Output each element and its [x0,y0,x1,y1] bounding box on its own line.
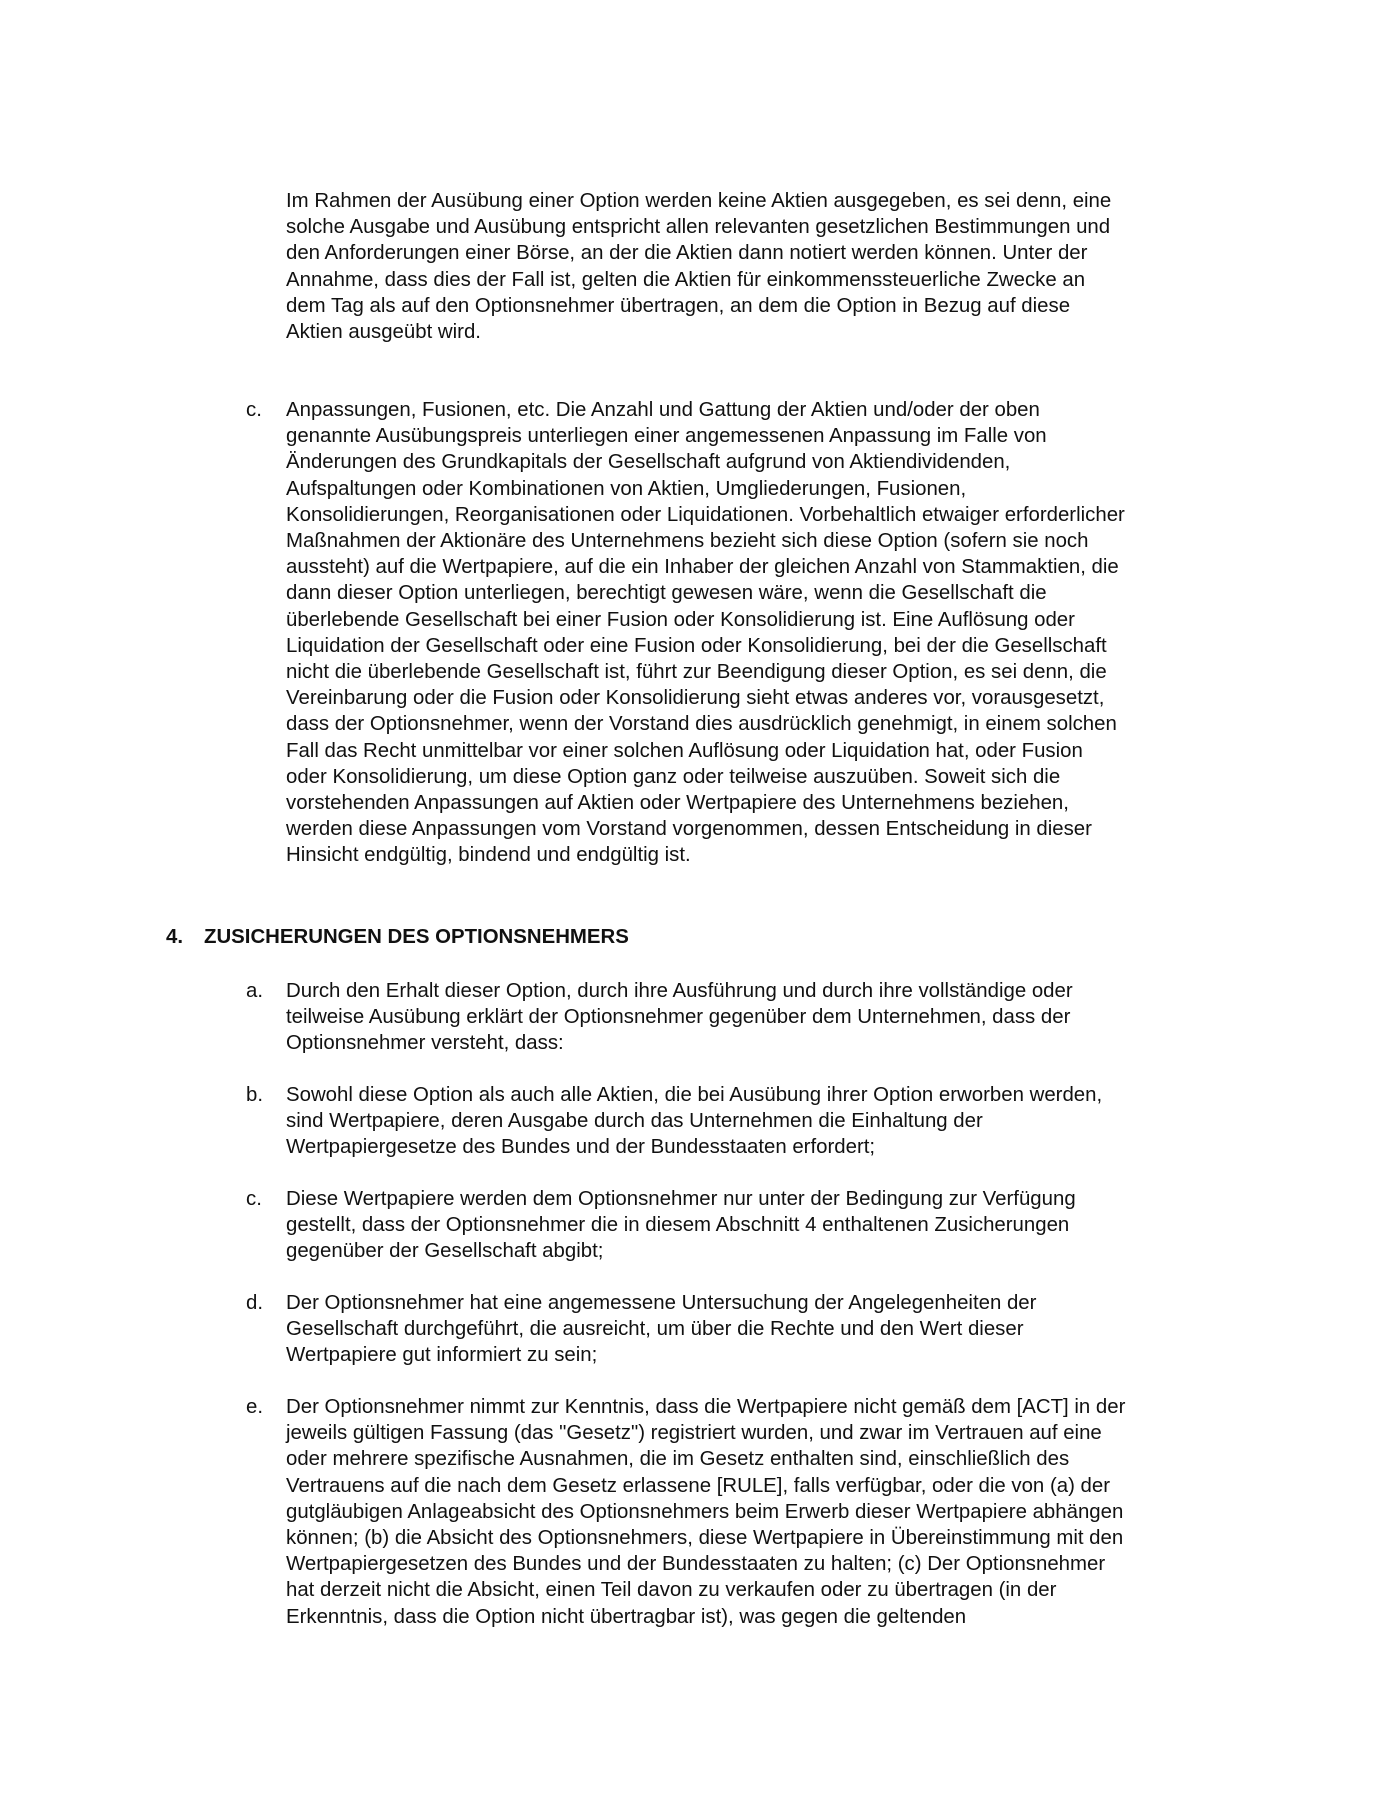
list-item-marker: c. [246,1188,262,1210]
list-item-marker: b. [246,1084,264,1106]
list-item-marker: a. [246,980,264,1002]
list-item-text: Der Optionsnehmer hat eine angemessene Untersuchung der Angelegenheiten der Gesellschaft durchgeführt, die ausreicht, um über die Rechte und den Wert dieser Wertpapiere gut informiert zu sein; [286,1292,1037,1367]
list-item-marker: d. [246,1292,264,1314]
item-c-marker: c. [246,399,262,421]
list-item-text: Sowohl diese Option als auch alle Aktien, die bei Ausübung ihrer Option erworben werden, sind Wertpapiere, deren Ausgabe durch das Unternehmen die Einhaltung der Wertpapiergesetze des Bundes und der Bundesstaaten erfordert; [286,1084,1103,1159]
list-item-text: Durch den Erhalt dieser Option, durch ihre Ausführung und durch ihre vollständige oder teilweise Ausübung erklärt der Optionsnehmer gegenüber dem Unternehmen, dass der Optionsnehmer versteht, dass: [286,980,1073,1055]
section-title: ZUSICHERUNGEN DES OPTIONSNEHMERS [204,926,629,948]
section-number: 4. [166,926,184,948]
section-4-heading [166,924,629,950]
list-item-text: Diese Wertpapiere werden dem Optionsnehmer nur unter der Bedingung zur Verfügung gestellt, dass der Optionsnehmer die in diesem Abschnitt 4 enthaltenen Zusicherungen gegenüber der Gesellschaft abgibt; [286,1188,1076,1263]
list-item-marker: e. [246,1396,264,1418]
item-c-text: Anpassungen, Fusionen, etc. Die Anzahl und Gattung der Aktien und/oder der oben genannte Ausübungspreis unterliegen einer angemessenen Anpassung im Falle von Änderungen des Grundkapitals der Gesellschaft aufgrund von Aktiendividenden, Aufspaltungen oder Kombinationen von Aktien, Umgliederungen, Fusionen, Konsolidierungen, Reorganisationen oder Liquidationen. Vorbehaltlich etwaiger erforderlicher Maßnahmen der Aktionäre des Unternehmens bezieht sich diese Option (sofern sie noch aussteht) auf die Wertpapiere, auf die ein Inhaber der gleichen Anzahl von Stammaktien, die dann dieser Option unterliegen, berechtigt gewesen wäre, wenn die Gesellschaft die überlebende Gesellschaft bei einer Fusion oder Konsolidierung ist. Eine Auflösung oder Liquidation der Gesellschaft oder eine Fusion oder Konsolidierung, bei der die Gesellschaft nicht die überlebende Gesellschaft ist, führt zur Beendigung dieser Option, es sei denn, die Vereinbarung oder die Fusion oder Konsolidierung sieht etwas anderes vor, vorausgesetzt, dass der Optionsnehmer, wenn der Vorstand dies ausdrücklich genehmigt, in einem solchen Fall das Recht unmittelbar vor einer solchen Auflösung oder Liquidation hat, oder Fusion oder Konsolidierung, um diese Option ganz oder teilweise auszuüben. Soweit sich die vorstehenden Anpassungen auf Aktien oder Wertpapiere des Unternehmens beziehen, werden diese Anpassungen vom Vorstand vorgenommen, dessen Entscheidung in dieser Hinsicht endgültig, bindend und endgültig ist. [286,399,1125,867]
list-item-text: Der Optionsnehmer nimmt zur Kenntnis, dass die Wertpapiere nicht gemäß dem [ACT] in der jeweils gültigen Fassung (das "Gesetz") registriert wurden, und zwar im Vertrauen auf eine oder mehrere spezifische Ausnahmen, die im Gesetz enthalten sind, einschließlich des Vertrauens auf die nach dem Gesetz erlassene [RULE], falls verfügbar, oder die von (a) der gutgläubigen Anlageabsicht des Optionsnehmers beim Erwerb dieser Wertpapiere abhängen können; (b) die Absicht des Optionsnehmers, diese Wertpapiere in Übereinstimmung mit den Wertpapiergesetzen des Bundes und der Bundesstaaten zu halten; (c) Der Optionsnehmer hat derzeit nicht die Absicht, einen Teil davon zu verkaufen oder zu übertragen (in der Erkenntnis, dass die Option nicht übertragbar ist), was gegen die geltenden [286,1396,1126,1628]
intro-paragraph: Im Rahmen der Ausübung einer Option werden keine Aktien ausgegeben, es sei denn, eine solche Ausgabe und Ausübung entspricht allen relevanten gesetzlichen Bestimmungen und den Anforderungen einer Börse, an der die Aktien dann notiert werden können. Unter der Annahme, dass dies der Fall ist, gelten die Aktien für einkommenssteuerliche Zwecke an dem Tag als auf den Optionsnehmer übertragen, an dem die Option in Bezug auf diese Aktien ausgeübt wird. [286,190,1112,344]
